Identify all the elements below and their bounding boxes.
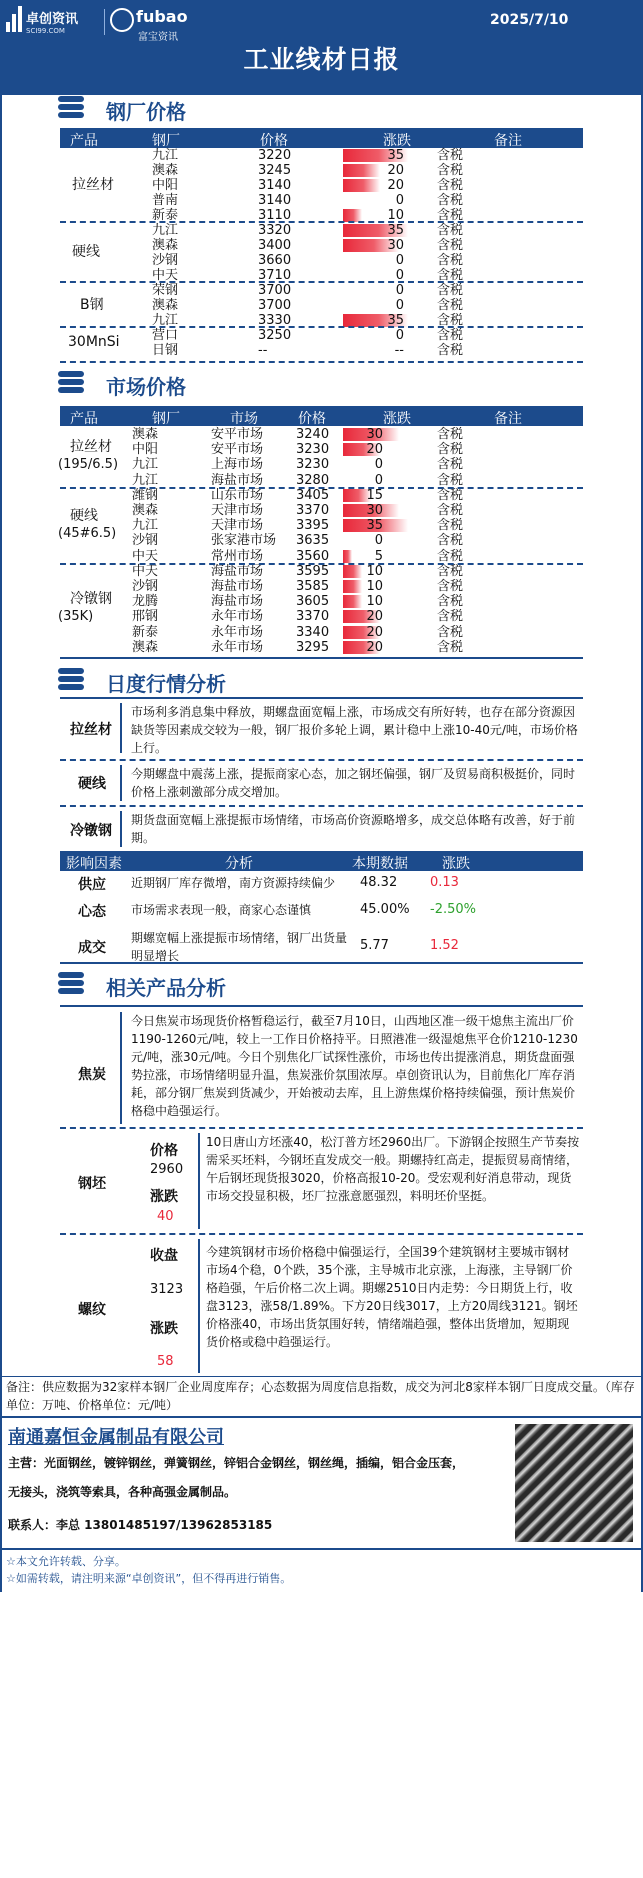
factor-label: 供应 bbox=[78, 877, 106, 893]
mill-name: 九江 bbox=[132, 473, 159, 488]
price-value: 3560 bbox=[296, 549, 330, 564]
divider bbox=[60, 1005, 583, 1007]
mill-name: 澳森 bbox=[152, 163, 179, 178]
note-value: 含税 bbox=[437, 564, 464, 579]
change-value: 35 bbox=[387, 148, 404, 163]
analysis-label-wire-rod: 拉丝材 bbox=[70, 722, 112, 738]
stack-icon bbox=[58, 96, 84, 118]
steel-wire-image bbox=[515, 1424, 633, 1542]
ad-main: 主营：光面钢丝，镀锌钢丝，弹簧钢丝，锌铝合金钢丝，钢丝绳，插编，铝合金压套， bbox=[8, 1456, 465, 1470]
note-value: 含税 bbox=[437, 473, 464, 488]
note-value: 含税 bbox=[437, 488, 464, 503]
ad-contact: 联系人：李总 13801485197/13962853185 bbox=[8, 1518, 273, 1532]
mill-name: 九江 bbox=[132, 518, 159, 533]
analysis-text-cold-heading: 期货盘面宽幅上涨提振市场情绪，市场高价资源略增多，成交总体略有改善，好于前期。 bbox=[131, 813, 576, 845]
col-mill: 钢厂 bbox=[152, 411, 180, 427]
col-note: 备注 bbox=[494, 411, 522, 427]
divider bbox=[60, 1127, 583, 1129]
price-value: 3110 bbox=[258, 208, 292, 223]
analysis-text-hard-wire: 今期螺盘中震荡上涨，提振商家心态，加之钢坯偏强，钢厂及贸易商积极挺价，同时价格上涨刺激部分成交增加。 bbox=[131, 767, 576, 799]
divider bbox=[60, 221, 583, 223]
change-bar bbox=[343, 164, 380, 177]
copyright-line-2: ☆如需转载，请注明来源“卓创资讯”，但不得再进行销售。 bbox=[6, 1572, 292, 1585]
price-value: 3140 bbox=[258, 193, 292, 208]
stack-icon bbox=[58, 371, 84, 393]
mill-name: 九江 bbox=[152, 313, 179, 328]
factor-change: 1.52 bbox=[430, 938, 459, 953]
change-value: 10 bbox=[366, 594, 383, 609]
billet-price-label: 价格 bbox=[150, 1143, 178, 1159]
note-value: 含税 bbox=[437, 343, 464, 358]
section-title: 市场价格 bbox=[106, 375, 186, 399]
market-name: 上海市场 bbox=[211, 457, 264, 472]
market-name: 天津市场 bbox=[211, 503, 264, 518]
note-value: 含税 bbox=[437, 178, 464, 193]
price-value: 3595 bbox=[296, 564, 330, 579]
product-spec: (195/6.5) bbox=[58, 457, 119, 472]
billet-price-value: 2960 bbox=[150, 1162, 184, 1177]
mill-name: 日钢 bbox=[152, 343, 179, 358]
price-value: 3220 bbox=[258, 148, 292, 163]
section-title: 钢厂价格 bbox=[106, 100, 186, 124]
note-value: 含税 bbox=[437, 268, 464, 283]
mill-name: 中天 bbox=[152, 268, 179, 283]
change-value: 35 bbox=[366, 518, 383, 533]
rebar-change-label: 涨跌 bbox=[150, 1321, 178, 1337]
factor-value: 5.77 bbox=[360, 938, 389, 953]
note-value: 含税 bbox=[437, 163, 464, 178]
market-name: 天津市场 bbox=[211, 518, 264, 533]
related-label-rebar: 螺纹 bbox=[78, 1302, 106, 1318]
change-value: 0 bbox=[395, 298, 404, 313]
mill-name: 九江 bbox=[152, 223, 179, 238]
product-group: 硬线 bbox=[72, 244, 100, 260]
price-value: 3660 bbox=[258, 253, 292, 268]
price-value: 3320 bbox=[258, 223, 292, 238]
note-value: 含税 bbox=[437, 223, 464, 238]
rebar-change-value: 58 bbox=[157, 1354, 174, 1369]
mill-name: 普南 bbox=[152, 193, 179, 208]
divider bbox=[198, 1239, 200, 1373]
divider bbox=[60, 805, 583, 807]
col-product: 产品 bbox=[70, 411, 98, 427]
section-title: 相关产品分析 bbox=[106, 976, 226, 1000]
divider bbox=[60, 962, 583, 964]
mill-name: 沙钢 bbox=[132, 533, 159, 548]
factor-change: -2.50% bbox=[430, 902, 476, 917]
col-change: 涨跌 bbox=[442, 856, 470, 872]
change-value: 20 bbox=[366, 442, 383, 457]
col-analysis: 分析 bbox=[225, 856, 253, 872]
product-group: 拉丝材 bbox=[72, 176, 114, 193]
price-value: 3295 bbox=[296, 640, 330, 655]
product-group: 30MnSi bbox=[68, 334, 120, 350]
change-value: 20 bbox=[366, 609, 383, 624]
price-value: 3585 bbox=[296, 579, 330, 594]
copyright-line-1: ☆本文允许转载、分享。 bbox=[6, 1555, 126, 1568]
mill-name: 中天 bbox=[132, 549, 159, 564]
product-spec: (45#6.5) bbox=[58, 526, 117, 541]
change-value: 15 bbox=[366, 488, 383, 503]
change-value: 0 bbox=[395, 253, 404, 268]
billet-change-label: 涨跌 bbox=[150, 1189, 178, 1205]
factor-analysis: 近期钢厂库存微增，南方资源持续偏少 bbox=[131, 876, 336, 890]
factor-label: 心态 bbox=[78, 904, 106, 920]
mill-name: 沙钢 bbox=[132, 579, 159, 594]
note-value: 含税 bbox=[437, 328, 464, 343]
note-value: 含税 bbox=[437, 427, 464, 442]
price-value: 3340 bbox=[296, 625, 330, 640]
mill-name: 澳森 bbox=[132, 640, 159, 655]
factor-value: 48.32 bbox=[360, 875, 398, 890]
factor-analysis: 市场需求表现一般，商家心态谨慎 bbox=[131, 903, 312, 917]
mill-table-header bbox=[60, 128, 583, 148]
note-value: 含税 bbox=[437, 609, 464, 624]
product-group: 硬线 bbox=[70, 508, 98, 524]
price-value: 3230 bbox=[296, 442, 330, 457]
footer-note: 备注：供应数据为32家样本钢厂企业周度库存；心态数据为周度信息指数，成交为河北8家样本钢厂日度成交量。（库存单位：万吨、价格单位：元/吨） bbox=[6, 1380, 635, 1412]
divider bbox=[60, 657, 583, 659]
factor-table-header bbox=[60, 851, 583, 871]
note-value: 含税 bbox=[437, 298, 464, 313]
factor-label: 成交 bbox=[78, 940, 106, 956]
mill-name: 澳森 bbox=[132, 503, 159, 518]
mill-name: 九江 bbox=[132, 457, 159, 472]
analysis-label-hard-wire: 硬线 bbox=[78, 776, 106, 792]
price-value: -- bbox=[258, 343, 268, 358]
col-price: 价格 bbox=[298, 411, 326, 427]
market-name: 永年市场 bbox=[211, 609, 264, 624]
change-value: 30 bbox=[387, 238, 404, 253]
logo-en: SCI99.COM bbox=[26, 27, 65, 35]
mill-name: 中阳 bbox=[132, 442, 159, 457]
price-value: 3140 bbox=[258, 178, 292, 193]
col-value: 本期数据 bbox=[352, 856, 408, 872]
mill-name: 中天 bbox=[132, 564, 159, 579]
report-header bbox=[0, 0, 643, 95]
change-value: 35 bbox=[387, 313, 404, 328]
report-date: 2025/7/10 bbox=[490, 12, 569, 28]
product-spec: (35K) bbox=[58, 609, 94, 624]
note-value: 含税 bbox=[437, 238, 464, 253]
logo-divider bbox=[104, 9, 105, 35]
col-product: 产品 bbox=[70, 133, 98, 149]
market-name: 张家港市场 bbox=[211, 533, 277, 548]
product-group: 拉丝材 bbox=[70, 439, 112, 455]
note-value: 含税 bbox=[437, 625, 464, 640]
change-value: 35 bbox=[387, 223, 404, 238]
factor-analysis: 期螺宽幅上涨提振市场情绪，钢厂出货量明显增长 bbox=[131, 931, 348, 963]
divider bbox=[120, 765, 122, 801]
change-value: 0 bbox=[395, 268, 404, 283]
mill-name: 中阳 bbox=[152, 178, 179, 193]
market-name: 海盐市场 bbox=[211, 594, 264, 609]
market-name: 安平市场 bbox=[211, 427, 264, 442]
price-value: 3395 bbox=[296, 518, 330, 533]
divider bbox=[60, 759, 583, 761]
analysis-label-cold-heading: 冷镦钢 bbox=[70, 823, 112, 839]
note-value: 含税 bbox=[437, 518, 464, 533]
col-note: 备注 bbox=[494, 133, 522, 149]
product-group: B钢 bbox=[80, 296, 104, 313]
logo-cn: 卓创资讯 bbox=[26, 12, 79, 27]
mill-name: 澳森 bbox=[152, 298, 179, 313]
blank-area bbox=[0, 1592, 643, 1878]
divider bbox=[60, 1233, 583, 1235]
change-value: 30 bbox=[366, 427, 383, 442]
mill-name: 沙钢 bbox=[152, 253, 179, 268]
stack-icon bbox=[58, 972, 84, 994]
mill-name: 龙腾 bbox=[132, 594, 159, 609]
related-label-billet: 钢坯 bbox=[78, 1176, 106, 1192]
market-name: 安平市场 bbox=[211, 442, 264, 457]
col-market: 市场 bbox=[230, 411, 258, 427]
change-value: 20 bbox=[387, 163, 404, 178]
note-value: 含税 bbox=[437, 594, 464, 609]
market-name: 海盐市场 bbox=[211, 579, 264, 594]
mill-name: 澳森 bbox=[152, 238, 179, 253]
divider bbox=[198, 1133, 200, 1229]
mill-name: 营口 bbox=[152, 328, 179, 343]
change-value: 20 bbox=[366, 625, 383, 640]
mill-name: 潍钢 bbox=[132, 488, 159, 503]
mill-name: 新泰 bbox=[152, 208, 179, 223]
divider bbox=[60, 281, 583, 283]
market-name: 永年市场 bbox=[211, 625, 264, 640]
note-value: 含税 bbox=[437, 283, 464, 298]
billet-change-value: 40 bbox=[157, 1209, 174, 1224]
divider bbox=[0, 1376, 643, 1377]
divider bbox=[60, 361, 583, 363]
change-bar bbox=[343, 179, 380, 192]
change-value: 5 bbox=[374, 549, 383, 564]
market-table-header bbox=[60, 406, 583, 426]
price-value: 3245 bbox=[258, 163, 292, 178]
change-value: 0 bbox=[395, 328, 404, 343]
change-value: 0 bbox=[374, 473, 383, 488]
note-value: 含税 bbox=[437, 208, 464, 223]
change-value: 20 bbox=[366, 640, 383, 655]
change-value: 10 bbox=[387, 208, 404, 223]
sci99-logo-icon bbox=[6, 6, 22, 32]
divider bbox=[60, 697, 583, 699]
price-value: 3370 bbox=[296, 503, 330, 518]
change-value: 20 bbox=[387, 178, 404, 193]
mill-name: 邢钢 bbox=[132, 609, 159, 624]
price-value: 3400 bbox=[258, 238, 292, 253]
related-text-coke: 今日焦炭市场现货价格暂稳运行，截至7月10日，山西地区准一级干熄焦主流出厂价1190-1260元/吨，较上一工作日价格持平。日照港准一级湿熄焦平仓价1210-1230元/吨，涨30元/吨。今日个别焦化厂试探性涨价，市场也传出提涨消息，期货盘面强势拉涨，市场情绪明显升温，焦炭涨价氛围浓厚。卓创资讯认为，目前焦化厂库存消耗，部分钢厂焦炭到货减少，开始被动去库，且上游焦煤价格持续偏强，预计焦炭价格稳中趋强运行。 bbox=[131, 1014, 578, 1118]
price-value: 3370 bbox=[296, 609, 330, 624]
divider bbox=[60, 326, 583, 328]
change-value: -- bbox=[394, 343, 404, 358]
section-title: 日度行情分析 bbox=[106, 672, 226, 696]
col-change: 涨跌 bbox=[383, 133, 411, 149]
mill-name: 荣钢 bbox=[152, 283, 179, 298]
divider bbox=[60, 487, 583, 489]
related-label-coke: 焦炭 bbox=[78, 1067, 106, 1083]
price-value: 3700 bbox=[258, 283, 292, 298]
change-value: 0 bbox=[374, 533, 383, 548]
price-value: 3250 bbox=[258, 328, 292, 343]
mill-name: 澳森 bbox=[132, 427, 159, 442]
change-value: 0 bbox=[395, 193, 404, 208]
change-value: 10 bbox=[366, 579, 383, 594]
col-factor: 影响因素 bbox=[66, 856, 122, 872]
stack-icon bbox=[58, 668, 84, 690]
note-value: 含税 bbox=[437, 503, 464, 518]
report-title: 工业线材日报 bbox=[243, 45, 400, 74]
divider bbox=[120, 703, 122, 753]
col-price: 价格 bbox=[260, 133, 288, 149]
factor-value: 45.00% bbox=[360, 902, 410, 917]
divider bbox=[0, 1548, 643, 1550]
mill-name: 九江 bbox=[152, 148, 179, 163]
change-value: 10 bbox=[366, 564, 383, 579]
factor-change: 0.13 bbox=[430, 875, 459, 890]
divider bbox=[0, 1416, 643, 1418]
market-name: 永年市场 bbox=[211, 640, 264, 655]
market-name: 山东市场 bbox=[211, 488, 264, 503]
price-value: 3230 bbox=[296, 457, 330, 472]
market-name: 海盐市场 bbox=[211, 473, 264, 488]
col-change: 涨跌 bbox=[383, 411, 411, 427]
change-value: 0 bbox=[395, 283, 404, 298]
price-value: 3405 bbox=[296, 488, 330, 503]
related-text-rebar: 今建筑钢材市场价格稳中偏强运行，全国39个建筑钢材主要城市钢材市场4个稳，0个跌，35个涨，主导城市北京涨，上海涨，主导钢厂价格趋强，午后价格二次上调。期螺2510日内走势：今日期货上行，收盘3123，涨58/1.89%。下方20日线3017，上方20周线3121。钢坯价格涨40，市场出货氛围好转，情绪端趋强，整体出货增加，短期现货价格或稳中趋强运行。 bbox=[206, 1245, 578, 1349]
price-value: 3635 bbox=[296, 533, 330, 548]
price-value: 3605 bbox=[296, 594, 330, 609]
product-group: 冷镦钢 bbox=[70, 591, 112, 607]
ad-main-2: 无接头，浇筑等索具，各种高强金属制品。 bbox=[8, 1485, 237, 1499]
rebar-close-label: 收盘 bbox=[150, 1248, 178, 1264]
market-name: 海盐市场 bbox=[211, 564, 264, 579]
note-value: 含税 bbox=[437, 193, 464, 208]
price-value: 3710 bbox=[258, 268, 292, 283]
note-value: 含税 bbox=[437, 549, 464, 564]
divider bbox=[120, 811, 122, 847]
fubao-name-cn: 富宝资讯 bbox=[138, 32, 178, 43]
fubao-name: fubao bbox=[136, 7, 188, 26]
note-value: 含税 bbox=[437, 533, 464, 548]
note-value: 含税 bbox=[437, 457, 464, 472]
note-value: 含税 bbox=[437, 313, 464, 328]
fubao-logo-icon bbox=[110, 8, 134, 32]
rebar-close-value: 3123 bbox=[150, 1282, 184, 1297]
change-bar bbox=[343, 550, 352, 563]
price-value: 3280 bbox=[296, 473, 330, 488]
related-text-billet: 10日唐山方坯涨40，松汀普方坯2960出厂。下游钢企按照生产节奏按需采买坯料，今钢坯直发成交一般。期螺持红高走，提振贸易商情绪，午后钢坯现货报3020，价格高报10-20。受宏观利好消息带动，现货市场交投显积极，坯厂拉涨意愿强烈，料明坯价坚挺。 bbox=[206, 1135, 580, 1203]
note-value: 含税 bbox=[437, 442, 464, 457]
col-mill: 钢厂 bbox=[152, 133, 180, 149]
divider bbox=[120, 1012, 122, 1124]
note-value: 含税 bbox=[437, 148, 464, 163]
note-value: 含税 bbox=[437, 640, 464, 655]
note-value: 含税 bbox=[437, 579, 464, 594]
change-value: 0 bbox=[374, 457, 383, 472]
price-value: 3700 bbox=[258, 298, 292, 313]
mill-name: 新泰 bbox=[132, 625, 159, 640]
price-value: 3330 bbox=[258, 313, 292, 328]
ad-company: 南通嘉恒金属制品有限公司 bbox=[8, 1427, 224, 1448]
market-name: 常州市场 bbox=[211, 549, 264, 564]
analysis-text-wire-rod: 市场利多消息集中释放，期螺盘面宽幅上涨，市场成交有所好转，也存在部分资源因缺货等因素成交较为一般，钢厂报价多轮上调，累计稳中上涨10-40元/吨，市场价格上行。 bbox=[131, 705, 578, 755]
divider bbox=[60, 563, 583, 565]
change-value: 30 bbox=[366, 503, 383, 518]
price-value: 3240 bbox=[296, 427, 330, 442]
note-value: 含税 bbox=[437, 253, 464, 268]
